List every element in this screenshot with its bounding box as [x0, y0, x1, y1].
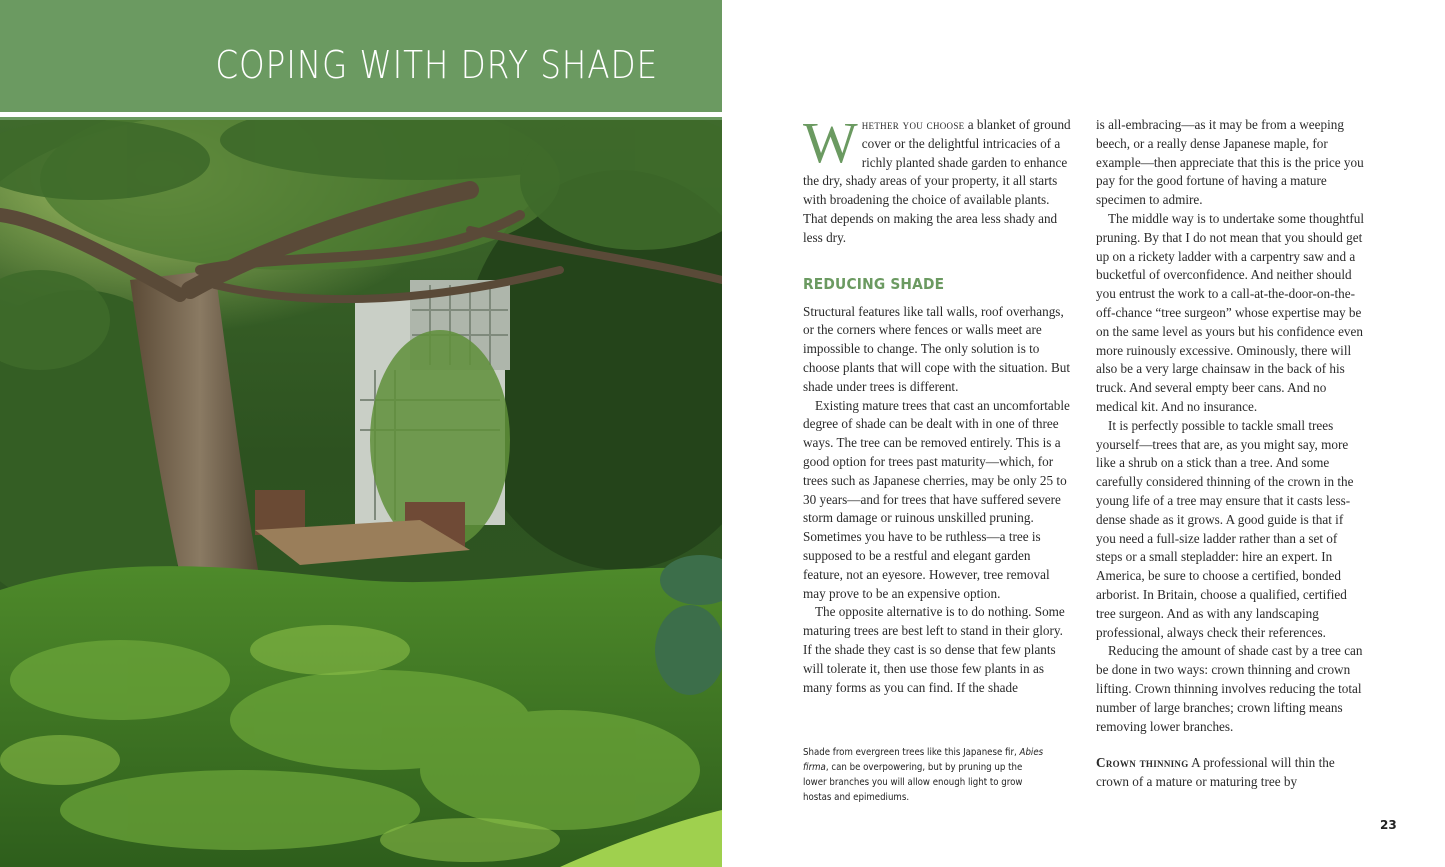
caption-species-name: Abies firma [803, 747, 1044, 773]
text-column-2 [1096, 116, 1366, 792]
crown-thinning-paragraph [1096, 754, 1366, 792]
intro-lead-in: hether you choose [861, 117, 965, 132]
caption-text-end: , can be overpowering, but by pruning up the lower branches you will allow enough light to grow hostas and epimediums. [803, 762, 1023, 803]
body-paragraph: It is perfectly possible to tackle small trees yourself—trees that are, as you might say, more like a shrub on a stick than a tree. And some carefully considered thinning of the crown in the young life of a tree may ensure that it casts less-dense shade as it grows. A good guide is that if you need a full-size ladder rather than a set of steps or a small stepladder: hire an expert. In America, be sure to choose a certified, bonded arborist. In Britain, choose a qualified, certified tree surgeon. And as with any landscaping professional, always check their references. [1096, 417, 1354, 640]
intro-paragraph [803, 110, 1073, 248]
garden-photo-illustration [0, 120, 722, 867]
body-paragraph: Existing mature trees that cast an uncomfortable degree of shade can be dealt with in one of three ways. The tree can be removed entirely. This is a good option for trees past maturity—which, for trees such as Japanese cherries, may be only 25 to 30 years—and for trees that have suffered severe storm damage or ruinous unskilled pruning. Sometimes you have to be ruthless—a tree is supposed to be a restful and elegant garden feature, not an eyesore. However, tree removal may prove to be an expensive option. [803, 397, 1070, 601]
section-heading: REDUCING SHADE [803, 274, 945, 293]
photo-caption [803, 745, 1046, 805]
left-page [0, 0, 722, 867]
body-paragraph: is all-embracing—as it may be from a weeping beech, or a really dense Japanese maple, for example—then appreciate that this is the price you pay for the good fortune of having a mature specimen to admire. [1096, 117, 1364, 208]
body-paragraph: The opposite alternative is to do nothing. Some maturing trees are best left to stand in their glory. If the shade they cast is so dense that few plants will tolerate it, then use those few plants in as many forms as you can find. If the shade [803, 604, 1065, 695]
body-paragraph: Structural features like tall walls, roof overhangs, or the corners where fences or walls meet are impossible to change. The only solution is to choose plants that will cope with the situation. But shade under trees is different. [803, 303, 1071, 394]
body-paragraph: The middle way is to undertake some thoughtful pruning. By that I do not mean that you should get up on a rickety ladder with a carpentry saw and a bucketful of overconfidence. And neither should you entrust the work to a call-at-the-door-on-the-off-chance “tree surgeon” whose expertise may be on the same level as yours but his confidence even more ruinously excessive. Ominously, there will also be a very large chainsaw in the back of his truck. And several empty beer cans. And no medical kit. And no insurance. [1096, 210, 1365, 414]
page-number: 23 [1380, 818, 1397, 832]
crown-thinning-text: A professional will thin the crown of a mature or maturing tree by [1096, 755, 1335, 790]
chapter-title: COPING WITH DRY SHADE [215, 43, 658, 87]
text-column-1 [803, 110, 1073, 697]
intro-text: a blanket of ground cover or the delightful intricacies of a richly planted shade garden to enhance the dry, shady areas of your property, it all starts with broadening the choice of available plants. That depends on making the area less shady and less dry. [803, 117, 1071, 245]
garden-photo [0, 120, 722, 867]
caption-text-start: Shade from evergreen trees like this Japanese fir, [803, 747, 1020, 758]
title-band [0, 0, 722, 112]
drop-cap: W [803, 110, 858, 175]
body-paragraph: Reducing the amount of shade cast by a tree can be done in two ways: crown thinning and crown lifting. Crown thinning involves reducing the total number of large branches; crown lifting means removing lower branches. [1096, 643, 1363, 734]
crown-thinning-subhead: Crown thinning [1096, 755, 1189, 771]
